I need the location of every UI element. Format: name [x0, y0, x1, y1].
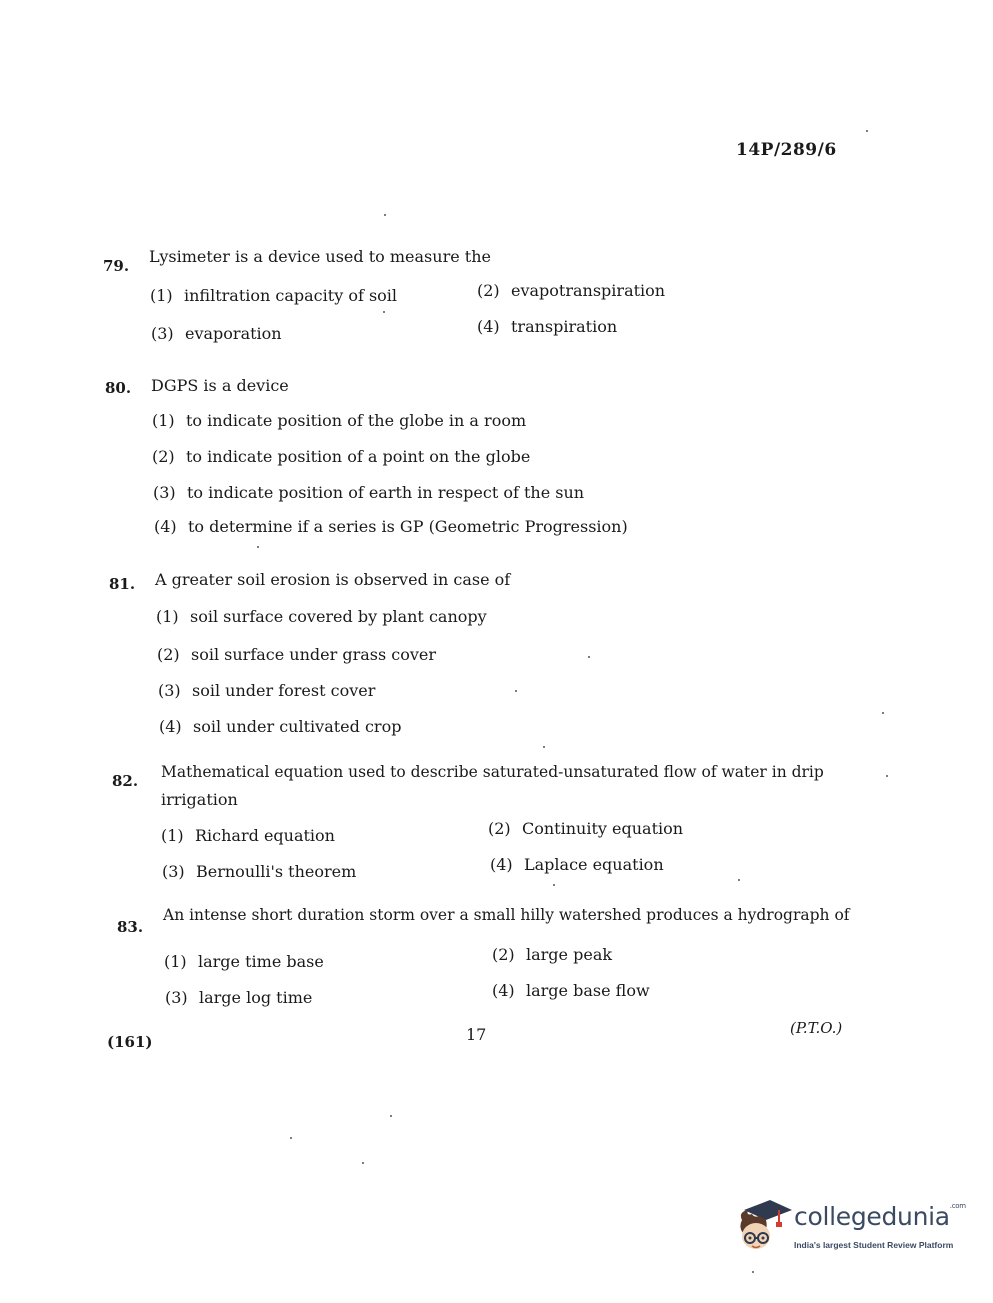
question-number: 82.	[112, 772, 139, 790]
option-number: (3)	[162, 862, 185, 881]
option-text: to indicate position of earth in respect of the sun	[187, 483, 585, 502]
option	[151, 324, 282, 343]
question-text: A greater soil erosion is observed in case of	[155, 570, 511, 589]
option-number: (1)	[164, 952, 187, 971]
option-text: transpiration	[511, 317, 618, 336]
option-number: (3)	[165, 988, 188, 1007]
option-text: large peak	[526, 945, 613, 964]
option-number: (4)	[159, 717, 182, 736]
question-number: 79.	[103, 257, 130, 275]
option	[477, 281, 665, 300]
option-number: (4)	[492, 981, 515, 1000]
option	[490, 855, 664, 874]
brand-suffix: .com	[949, 1202, 966, 1210]
option	[158, 681, 375, 700]
option-text: soil surface under grass cover	[191, 645, 437, 664]
option-text: evaporation	[185, 324, 282, 343]
option-text: Richard equation	[195, 826, 335, 845]
option-text: to indicate position of the globe in a room	[186, 411, 527, 430]
question-text: DGPS is a device	[151, 376, 289, 395]
option-number: (1)	[161, 826, 184, 845]
option	[164, 952, 324, 971]
option-number: (4)	[154, 517, 177, 536]
student-mascot-icon	[736, 1198, 792, 1258]
option-text: infiltration capacity of soil	[184, 286, 398, 305]
option	[161, 826, 335, 845]
option	[477, 317, 617, 336]
option	[492, 981, 650, 1000]
option-text: Continuity equation	[522, 819, 684, 838]
option-number: (1)	[150, 286, 173, 305]
paper-code: 14P/289/6	[736, 140, 837, 160]
option-number: (3)	[153, 483, 176, 502]
option-text: to indicate position of a point on the globe	[186, 447, 531, 466]
option-text: large log time	[199, 988, 313, 1007]
question-text-continued: irrigation	[161, 790, 238, 809]
option	[152, 411, 526, 430]
option	[152, 447, 530, 466]
option-text: to determine if a series is GP (Geometric Progression)	[188, 517, 628, 536]
option	[153, 483, 584, 502]
page-number: 17	[466, 1025, 487, 1044]
option-text: Bernoulli's theorem	[196, 862, 357, 881]
option-text: soil under forest cover	[192, 681, 376, 700]
question-number: 80.	[105, 379, 132, 397]
option-number: (3)	[158, 681, 181, 700]
option-text: soil surface covered by plant canopy	[190, 607, 487, 626]
question-text: Mathematical equation used to describe saturated-unsaturated flow of water in drip	[161, 763, 824, 781]
option-number: (2)	[477, 281, 500, 300]
option-number: (4)	[477, 317, 500, 336]
question-number: 81.	[109, 575, 136, 593]
option-text: large time base	[198, 952, 324, 971]
option-text: Laplace equation	[524, 855, 664, 874]
option-text: soil under cultivated crop	[193, 717, 402, 736]
question-number: 83.	[117, 918, 144, 936]
booklet-code: (161)	[107, 1033, 153, 1051]
brand-tagline: India's largest Student Review Platform	[794, 1240, 954, 1250]
option	[154, 517, 628, 536]
option-number: (1)	[152, 411, 175, 430]
option-text: large base flow	[526, 981, 650, 1000]
option	[159, 717, 401, 736]
option-number: (3)	[151, 324, 174, 343]
option-text: evapotranspiration	[511, 281, 666, 300]
option-number: (2)	[152, 447, 175, 466]
collegedunia-logo	[736, 1198, 966, 1258]
please-turn-over: (P.T.O.)	[790, 1019, 843, 1037]
option	[165, 988, 312, 1007]
question-text: An intense short duration storm over a small hilly watershed produces a hydrograph of	[163, 906, 850, 924]
option-number: (2)	[157, 645, 180, 664]
option	[157, 645, 436, 664]
option-number: (1)	[156, 607, 179, 626]
option-number: (4)	[490, 855, 513, 874]
option	[492, 945, 612, 964]
brand-name: collegedunia$^{.com}$	[794, 1202, 966, 1231]
option	[162, 862, 356, 881]
option	[150, 286, 397, 305]
question-text: Lysimeter is a device used to measure the	[149, 247, 491, 266]
option-number: (2)	[492, 945, 515, 964]
option	[156, 607, 487, 626]
option-number: (2)	[488, 819, 511, 838]
option	[488, 819, 683, 838]
